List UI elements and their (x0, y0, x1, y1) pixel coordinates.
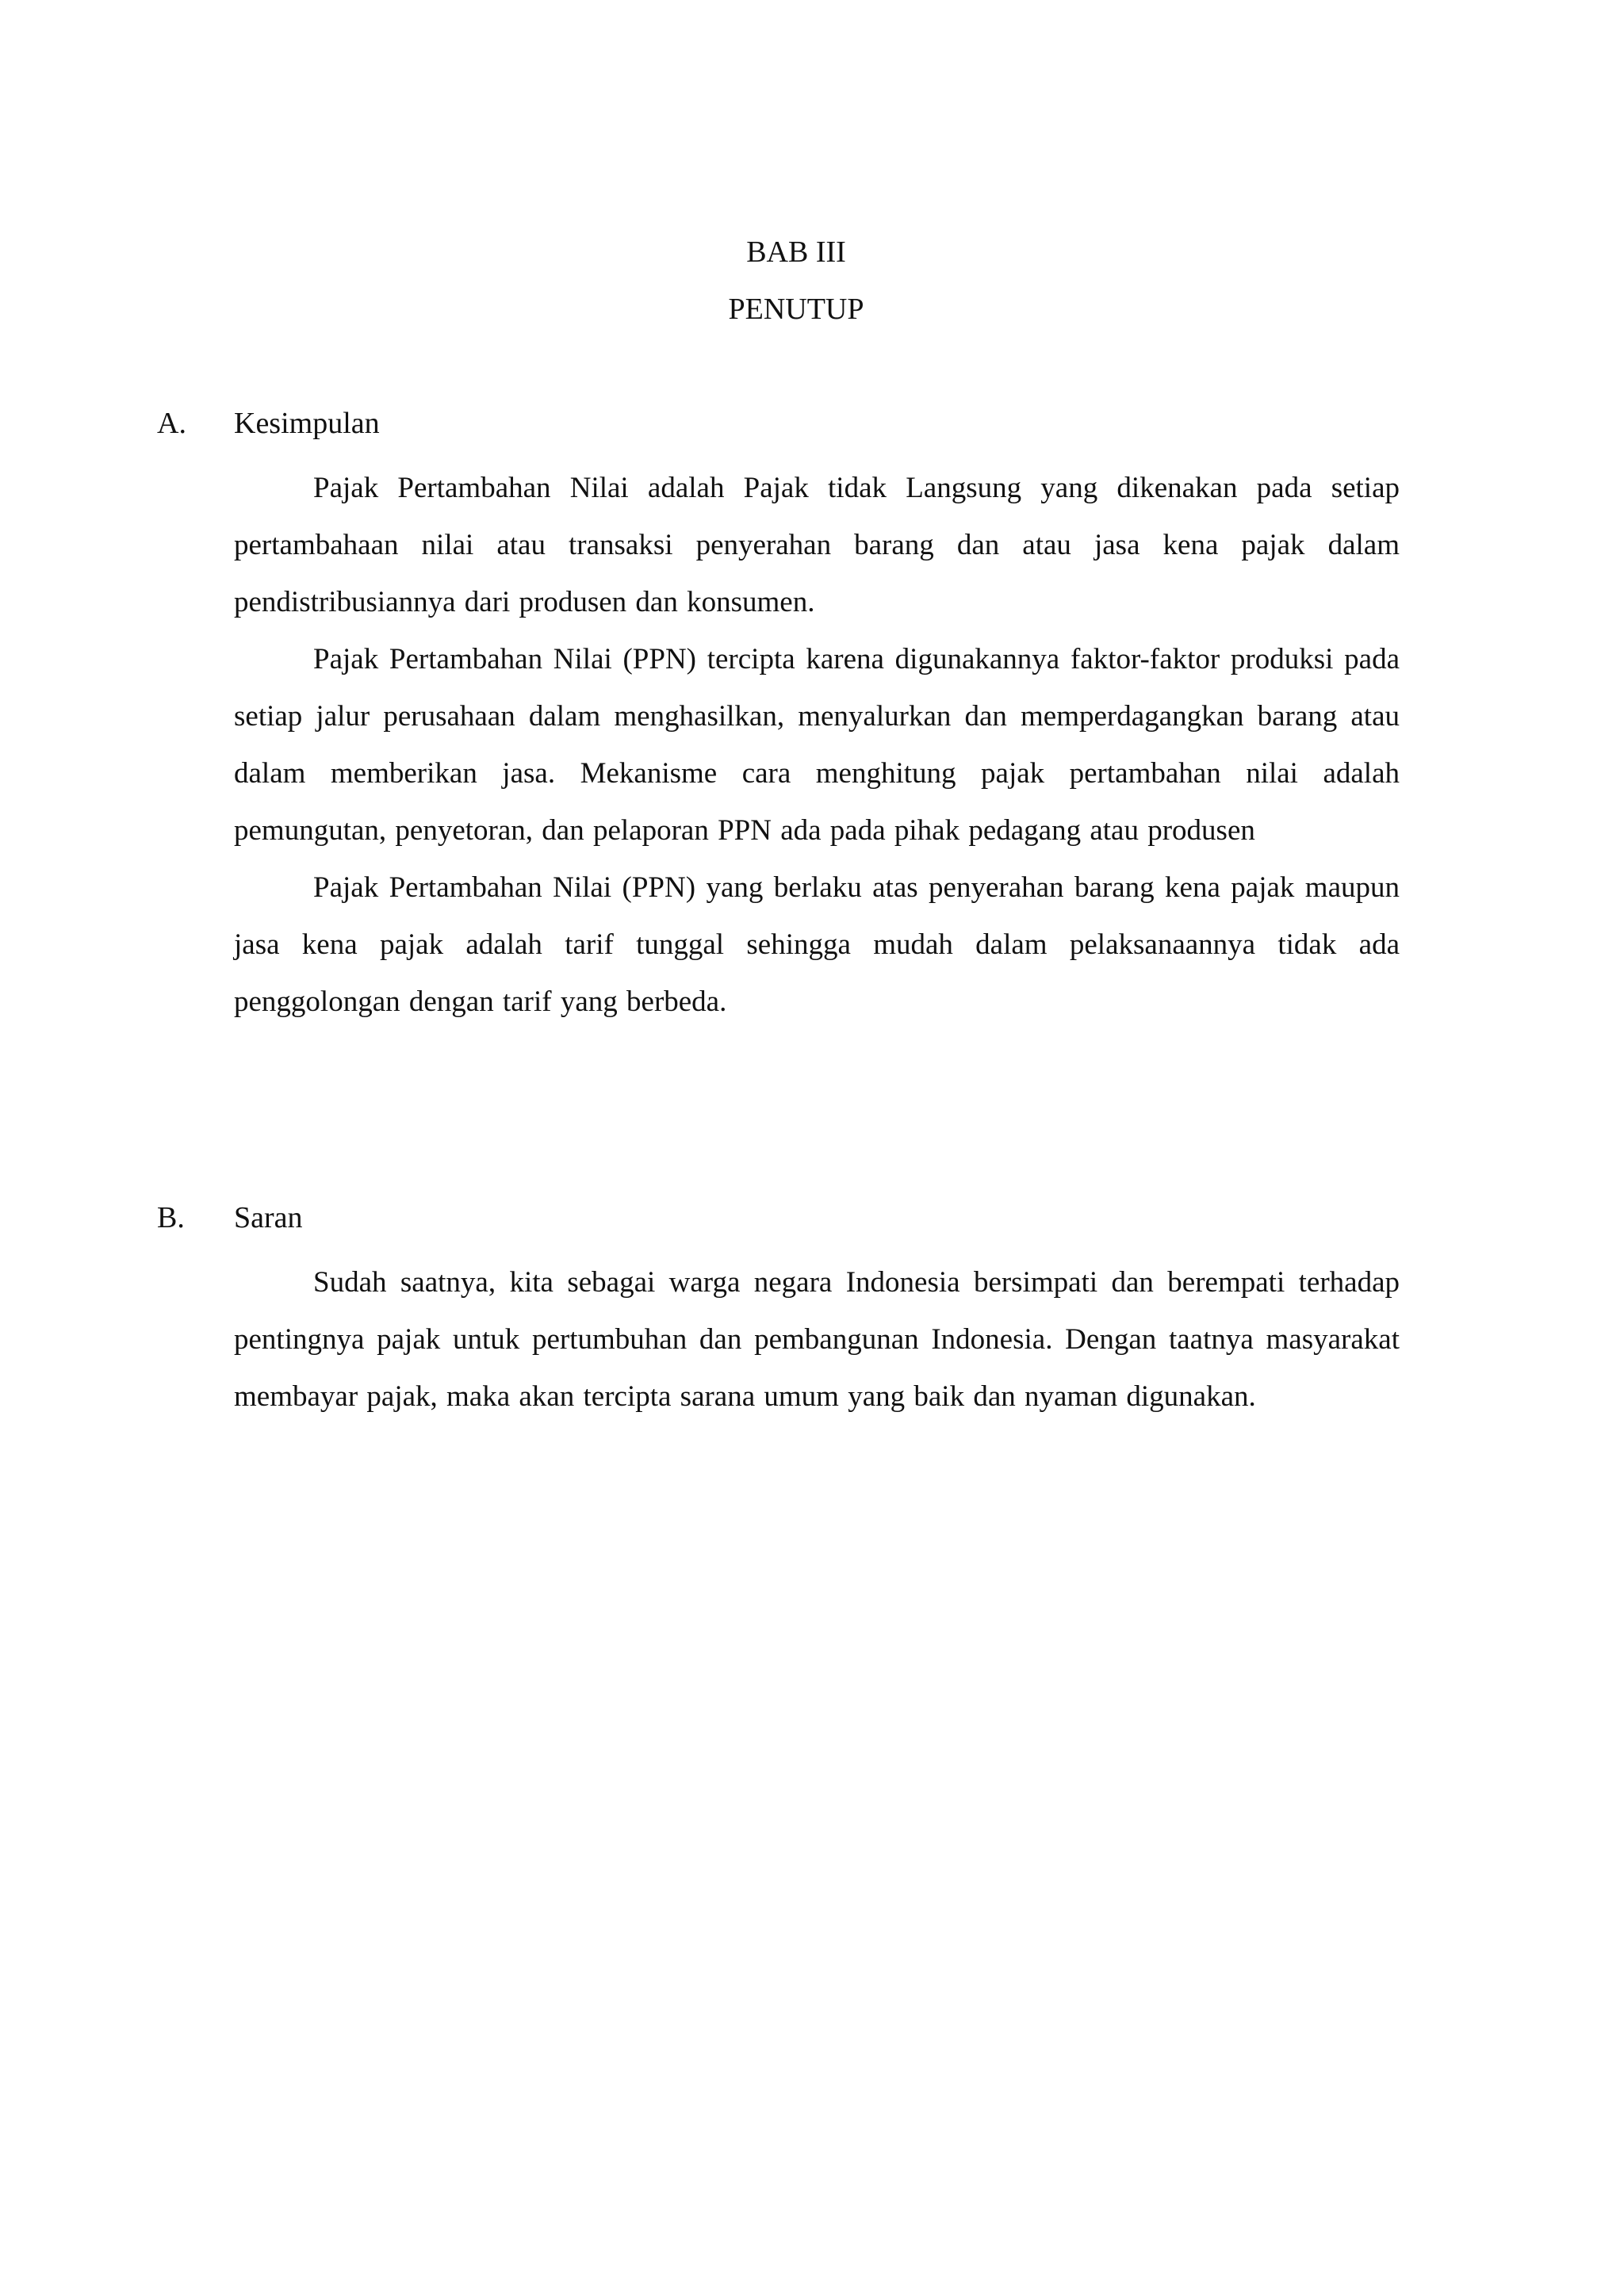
paragraph: Pajak Pertambahan Nilai adalah Pajak tidak Langsung yang dikenakan pada setiap pertambahaan nilai atau transaksi penyerahan barang dan atau jasa kena pajak dalam pendistribusiannya dari produsen dan konsumen. (234, 472, 1400, 618)
section-title: Kesimpulan (234, 407, 380, 440)
section-body (234, 1254, 1400, 1425)
section-suggestion (0, 1199, 1624, 1413)
section-letter: A. (157, 407, 186, 440)
section-heading (0, 1199, 1624, 1238)
paragraph: Pajak Pertambahan Nilai (PPN) tercipta karena digunakannya faktor-faktor produksi pada setiap jalur perusahaan dalam menghasilkan, menyalurkan dan memperdagangkan barang atau dalam memberikan jasa. Mekanisme cara menghitung pajak pertambahan nilai adalah pemungutan, penyetoran, dan pelaporan PPN ada pada pihak pedagang atau produsen (234, 643, 1400, 847)
chapter-title: PENUTUP (728, 293, 864, 326)
section-body (234, 460, 1400, 1031)
paragraph: Sudah saatnya, kita sebagai warga negara Indonesia bersimpati dan berempati terhadap pentingnya pajak untuk pertumbuhan dan pembangunan Indonesia. Dengan taatnya masyarakat membayar pajak, maka akan tercipta sarana umum yang baik dan nyaman digunakan. (234, 1266, 1400, 1413)
section-conclusion (0, 404, 1624, 1018)
chapter-number: BAB III (746, 235, 846, 269)
section-letter: B. (157, 1201, 185, 1234)
paragraph: Pajak Pertambahan Nilai (PPN) yang berlaku atas penyerahan barang kena pajak maupun jasa kena pajak adalah tarif tunggal sehingga mudah dalam pelaksanaannya tidak ada penggolongan dengan tarif yang berbeda. (234, 871, 1400, 1018)
section-title: Saran (234, 1201, 303, 1234)
section-heading (0, 404, 1624, 444)
